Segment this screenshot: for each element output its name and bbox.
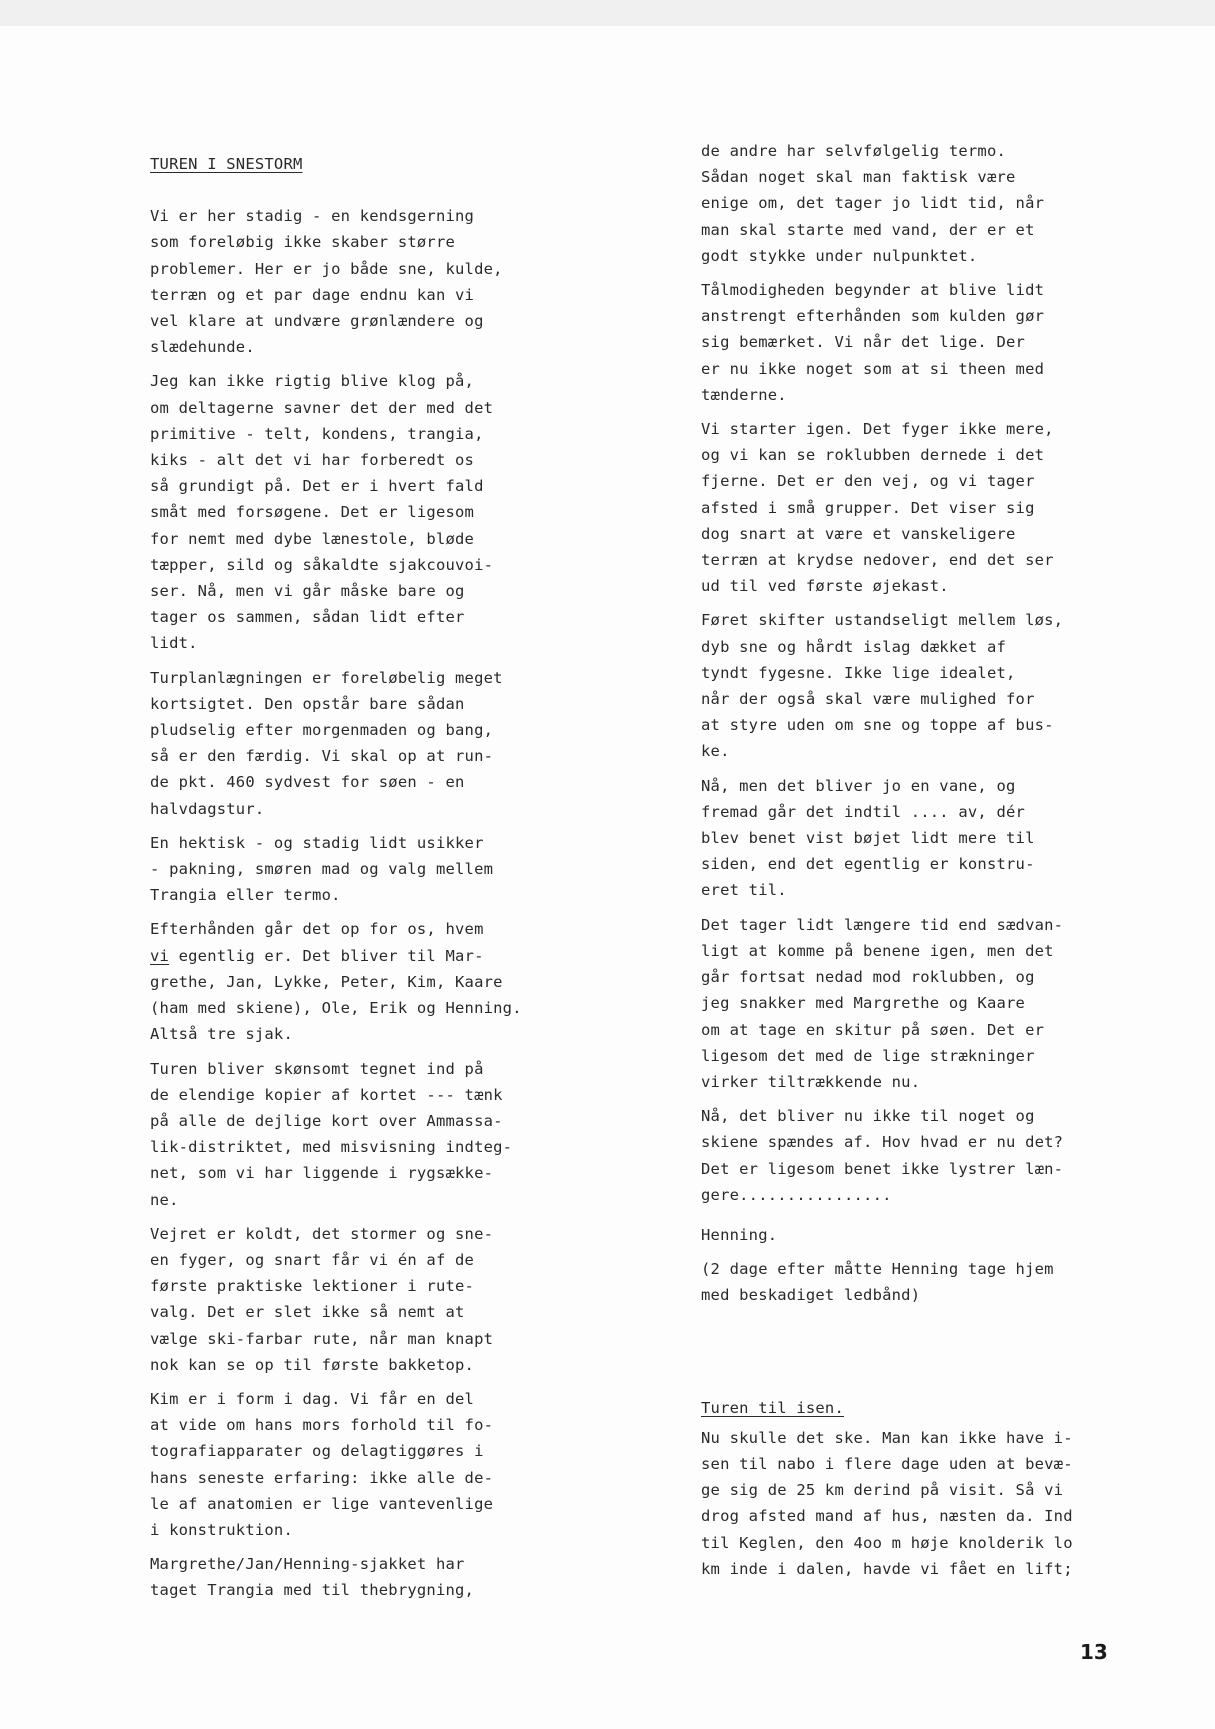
- text-line: småt med forsøgene. Det er ligesom: [150, 503, 475, 522]
- text-line: terræn og et par dage endnu kan vi: [150, 285, 475, 304]
- paragraph: [150, 1221, 580, 1378]
- text-line: tyndt fygesne. Ikke lige idealet,: [701, 663, 1016, 682]
- text-line: gere................: [701, 1185, 892, 1204]
- text-line: tæpper, sild og såkaldte sjakcouvoi-: [150, 555, 494, 574]
- text-line: Føret skifter ustandseligt mellem løs,: [701, 611, 1064, 630]
- text-line: sig bemærket. Vi når det lige. Der: [701, 333, 1026, 352]
- text-line: er nu ikke noget som at si theen med: [701, 359, 1045, 378]
- text-line: En hektisk - og stadig lidt usikker: [150, 833, 484, 852]
- text-line: går fortsat nedad mod roklubben, og: [701, 968, 1035, 987]
- paragraph: [150, 1386, 580, 1543]
- right-column: [701, 138, 1131, 1590]
- text-line: i konstruktion.: [150, 1520, 293, 1539]
- left-column-paragraphs: [150, 203, 580, 1603]
- text-line: Vi er her stadig - en kendsgerning: [150, 207, 475, 226]
- text-line: når der også skal være mulighed for: [701, 690, 1035, 709]
- text-line: lidt.: [150, 634, 198, 653]
- text-line: skiene spændes af. Hov hvad er nu det?: [701, 1133, 1064, 1152]
- paragraph: [150, 1056, 580, 1213]
- section-paragraph: [701, 1425, 1131, 1582]
- text-line: le af anatomien er lige vantevenlige: [150, 1494, 494, 1513]
- text-line: siden, end det egentlig er konstru-: [701, 855, 1035, 874]
- text-line: kortsigtet. Den opstår bare sådan: [150, 694, 465, 713]
- text-line: taget Trangia med til thebrygning,: [150, 1581, 475, 1600]
- text-line: om at tage en skitur på søen. Det er: [701, 1020, 1045, 1039]
- text-line: at styre uden om sne og toppe af bus-: [701, 716, 1054, 735]
- text-line: km inde i dalen, havde vi fået en lift;: [701, 1559, 1073, 1578]
- text-line: tografiapparater og delagtiggøres i: [150, 1442, 484, 1461]
- text-line: (ham med skiene), Ole, Erik og Henning.: [150, 999, 522, 1018]
- left-column: [150, 151, 580, 1612]
- text-line: Det tager lidt længere tid end sædvan-: [701, 915, 1064, 934]
- text-line: Altså tre sjak.: [150, 1025, 293, 1044]
- author-signature: Henning.: [701, 1225, 778, 1244]
- text-line: de andre har selvfølgelig termo.: [701, 142, 1007, 160]
- text-line: Nu skulle det ske. Man kan ikke have i-: [701, 1428, 1073, 1447]
- text-line: net, som vi har liggende i rygsække-: [150, 1164, 494, 1183]
- text-line: så grundigt på. Det er i hvert fald: [150, 477, 484, 496]
- text-line: som foreløbig ikke skaber større: [150, 233, 456, 252]
- text-line: ser. Nå, men vi går måske bare og: [150, 582, 465, 601]
- text-line: Vi starter igen. Det fyger ikke mere,: [701, 420, 1054, 439]
- text-line: afsted i små grupper. Det viser sig: [701, 498, 1035, 517]
- article-heading: TUREN I SNESTORM: [150, 155, 303, 173]
- paragraph: [150, 916, 580, 1047]
- text-line: Kim er i form i dag. Vi får en del: [150, 1389, 475, 1408]
- text-line: ke.: [701, 742, 730, 761]
- text-line: Sådan noget skal man faktisk være: [701, 168, 1016, 187]
- paragraph: [701, 416, 1131, 599]
- text-line: Margrethe/Jan/Henning-sjakket har: [150, 1555, 465, 1574]
- text-line: vel klare at undvære grønlændere og: [150, 312, 484, 331]
- text-line: grethe, Jan, Lykke, Peter, Kim, Kaare: [150, 972, 503, 991]
- text-line: kiks - alt det vi har forberedt os: [150, 451, 475, 470]
- text-line: dog snart at være et vanskeligere: [701, 524, 1016, 543]
- text-line: fjerne. Det er den vej, og vi tager: [701, 472, 1035, 491]
- text-line: drog afsted mand af hus, næsten da. Ind: [701, 1507, 1073, 1526]
- paragraph: [150, 830, 580, 909]
- text-line: på alle de dejlige kort over Ammassa-: [150, 1111, 503, 1130]
- scan-top-edge: [0, 0, 1215, 26]
- text-line: Det er ligesom benet ikke lystrer læn-: [701, 1159, 1064, 1178]
- text-line: at vide om hans mors forhold til fo-: [150, 1416, 494, 1435]
- text-line: til Keglen, den 4oo m høje knolderik lo: [701, 1533, 1073, 1552]
- text-line: vælge ski-farbar rute, når man knapt: [150, 1329, 494, 1348]
- paragraph: [150, 665, 580, 822]
- paragraph: [150, 368, 580, 656]
- paragraph: [701, 773, 1131, 904]
- text-line: anstrengt efterhånden som kulden gør: [701, 307, 1045, 326]
- text-line: primitive - telt, kondens, trangia,: [150, 424, 484, 443]
- text-line: de elendige kopier af kortet --- tænk: [150, 1085, 503, 1104]
- text-line: ligt at komme på benene igen, men det: [701, 941, 1054, 960]
- text-line: og vi kan se roklubben dernede i det: [701, 446, 1045, 465]
- text-line: ud til ved første øjekast.: [701, 577, 949, 596]
- text-line: problemer. Her er jo både sne, kulde,: [150, 259, 503, 278]
- text-line: Vejret er koldt, det stormer og sne-: [150, 1224, 494, 1243]
- footnote: [701, 1256, 1131, 1308]
- text-line: valg. Det er slet ikke så nemt at: [150, 1303, 465, 1322]
- text-line: jeg snakker med Margrethe og Kaare: [701, 994, 1026, 1013]
- text-line: ligesom det med de lige strækninger: [701, 1046, 1035, 1065]
- text-line: man skal starte med vand, der er et: [701, 220, 1035, 239]
- text-line: Tålmodigheden begynder at blive lidt: [701, 281, 1045, 300]
- text-line: så er den færdig. Vi skal op at run-: [150, 747, 494, 766]
- text-line: slædehunde.: [150, 338, 255, 357]
- text-line: virker tiltrækkende nu.: [701, 1072, 921, 1091]
- text-line: Turplanlægningen er foreløbelig meget: [150, 668, 503, 687]
- text-line: nok kan se op til første bakketop.: [150, 1355, 475, 1374]
- page-number: 13: [1080, 1640, 1108, 1664]
- text-line: pludselig efter morgenmaden og bang,: [150, 721, 494, 740]
- text-line: Turen bliver skønsomt tegnet ind på: [150, 1059, 484, 1078]
- note-line: (2 dage efter måtte Henning tage hjem: [701, 1260, 1054, 1279]
- text-line: godt stykke under nulpunktet.: [701, 246, 978, 265]
- paragraph: [150, 203, 580, 360]
- text-line: ne.: [150, 1190, 179, 1209]
- note-line: med beskadiget ledbånd): [701, 1286, 921, 1305]
- text-line: eret til.: [701, 881, 787, 900]
- text-line: sen til nabo i flere dage uden at bevæ-: [701, 1454, 1073, 1473]
- text-line: Nå, men det bliver jo en vane, og: [701, 776, 1016, 795]
- paragraph: [701, 607, 1131, 764]
- paragraph: [701, 1103, 1131, 1208]
- text-line: tænderne.: [701, 385, 787, 404]
- text-line: vi egentlig er. Det bliver til Mar-: [150, 946, 484, 965]
- text-line: dyb sne og hårdt islag dækket af: [701, 637, 1007, 656]
- text-line: lik-distriktet, med misvisning indteg-: [150, 1138, 513, 1157]
- text-line: Jeg kan ikke rigtig blive klog på,: [150, 372, 475, 391]
- text-line: Efterhånden går det op for os, hvem: [150, 920, 484, 939]
- text-line: tager os sammen, sådan lidt efter: [150, 608, 465, 627]
- text-line: for nemt med dybe lænestole, bløde: [150, 529, 475, 548]
- paragraph: [701, 138, 1131, 269]
- right-column-paragraphs: [701, 138, 1131, 1208]
- text-line: enige om, det tager jo lidt tid, når: [701, 194, 1045, 213]
- text-line: hans seneste erfaring: ikke alle de-: [150, 1468, 494, 1487]
- text-line: Nå, det bliver nu ikke til noget og: [701, 1107, 1035, 1126]
- text-line: de pkt. 460 sydvest for søen - en: [150, 773, 465, 792]
- text-line: fremad går det indtil .... av, dér: [701, 802, 1026, 821]
- text-line: Trangia eller termo.: [150, 886, 341, 905]
- text-line: ge sig de 25 km derind på visit. Så vi: [701, 1481, 1064, 1500]
- text-line: halvdagstur.: [150, 799, 265, 818]
- text-line: terræn at krydse nedover, end det ser: [701, 551, 1054, 570]
- text-line: - pakning, smøren mad og valg mellem: [150, 860, 494, 879]
- section-heading: Turen til isen.: [701, 1398, 844, 1417]
- paragraph: [150, 1551, 580, 1603]
- paragraph: [701, 912, 1131, 1095]
- text-line: blev benet vist bøjet lidt mere til: [701, 829, 1035, 848]
- text-line: første praktiske lektioner i rute-: [150, 1277, 475, 1296]
- text-line: en fyger, og snart får vi én af de: [150, 1250, 475, 1269]
- text-line: om deltagerne savner det der med det: [150, 398, 494, 417]
- paragraph: [701, 277, 1131, 408]
